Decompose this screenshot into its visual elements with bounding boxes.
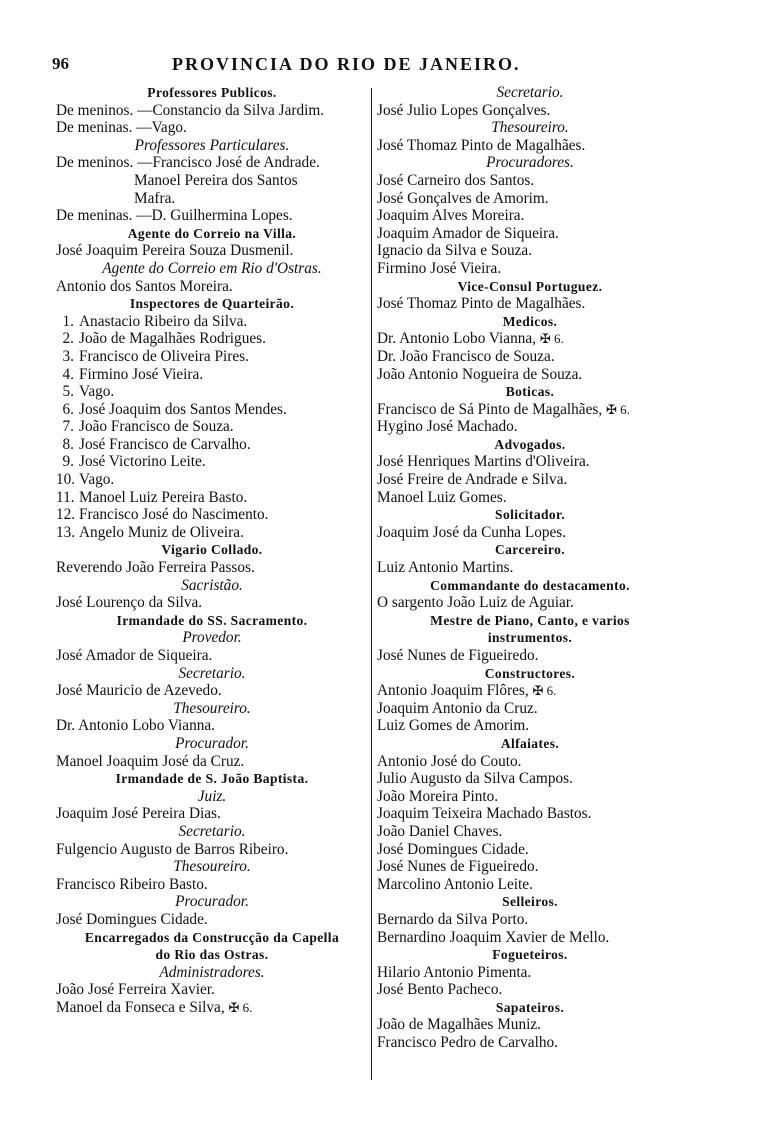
entry-number: 8. bbox=[62, 435, 74, 453]
entry: Joaquim Amador de Siqueira. bbox=[377, 224, 559, 242]
order-cross-mark: ✠ 6. bbox=[539, 331, 564, 347]
entry: José Nunes de Figueiredo. bbox=[377, 647, 539, 664]
numbered-entry bbox=[56, 348, 368, 366]
section-heading: Advogados. bbox=[494, 436, 566, 452]
entry-name: José Joaquim dos Santos Mendes. bbox=[79, 400, 287, 418]
entry: José Nunes de Figueiredo. bbox=[377, 858, 539, 876]
entry bbox=[377, 682, 683, 700]
section-heading: Irmandade de S. João Baptista. bbox=[115, 771, 309, 787]
entry-number: 9. bbox=[62, 453, 74, 471]
section-subheading: Professores Particulares. bbox=[134, 136, 290, 154]
numbered-entry bbox=[56, 453, 368, 471]
entry: Dr. Antonio Lobo Vianna. bbox=[56, 717, 215, 735]
procuradores-list bbox=[377, 172, 683, 278]
entry: Francisco Pedro de Carvalho. bbox=[377, 1034, 558, 1052]
section-heading: instrumentos. bbox=[487, 630, 573, 646]
section-heading: Encarregados da Construcção da Capella bbox=[84, 929, 340, 945]
entry: Ignacio da Silva e Souza. bbox=[377, 242, 533, 260]
entry-number: 13. bbox=[56, 523, 76, 541]
numbered-entry bbox=[56, 471, 368, 489]
role-label: Secretario. bbox=[178, 822, 246, 840]
entry: Joaquim Teixeira Machado Bastos. bbox=[377, 805, 592, 823]
numbered-entry bbox=[56, 506, 368, 524]
numbered-entry bbox=[56, 524, 368, 542]
entry: De meninos. —Constancio da Silva Jardim. bbox=[56, 101, 325, 119]
entry: Manoel Joaquim José da Cruz. bbox=[56, 752, 245, 770]
entry: João de Magalhães Muniz. bbox=[377, 1016, 541, 1034]
entry-name: Francisco José do Nascimento. bbox=[79, 506, 269, 524]
section-heading: Commandante do destacamento. bbox=[430, 577, 630, 593]
role-label: Secretario. bbox=[178, 664, 246, 682]
role-label: Procurador. bbox=[175, 734, 249, 752]
selleiros-list bbox=[377, 911, 683, 946]
role-label: Thesoureiro. bbox=[491, 119, 569, 137]
entry: João Antonio Nogueira de Souza. bbox=[377, 365, 583, 383]
entry bbox=[56, 999, 368, 1017]
numbered-entry bbox=[56, 366, 368, 384]
entry: João José Ferreira Xavier. bbox=[56, 981, 215, 999]
advogados-list bbox=[377, 453, 683, 506]
entry-name: Manoel da Fonseca e Silva, bbox=[56, 998, 225, 1016]
entry: Luiz Gomes de Amorim. bbox=[377, 717, 530, 735]
order-cross-mark: ✠ 6. bbox=[228, 999, 253, 1015]
role-label: Procuradores. bbox=[486, 154, 574, 172]
section-heading: do Rio das Ostras. bbox=[155, 947, 269, 963]
section-subheading: Sacristão. bbox=[181, 576, 243, 594]
entry-name: Francisco de Sá Pinto de Magalhães, bbox=[377, 400, 603, 418]
section-heading: Inspectores de Quarteirão. bbox=[129, 296, 295, 312]
section-heading: Vice-Consul Portuguez. bbox=[457, 278, 603, 294]
section-heading: Solicitador. bbox=[495, 507, 565, 523]
page-header bbox=[52, 54, 752, 80]
section-heading: Sapateiros. bbox=[495, 999, 565, 1015]
numbered-entry bbox=[56, 401, 368, 419]
right-column bbox=[377, 84, 683, 1052]
section-heading: Selleiros. bbox=[502, 894, 558, 910]
role-label: Secretario. bbox=[496, 84, 564, 101]
entry-name: Manoel Luiz Pereira Basto. bbox=[79, 488, 248, 506]
entry: Hygino José Machado. bbox=[377, 418, 518, 436]
entry-name: João de Magalhães Rodrigues. bbox=[79, 330, 266, 348]
role-label: Procurador. bbox=[175, 893, 249, 911]
role-label: Thesoureiro. bbox=[173, 858, 251, 876]
entry: Firmino José Vieira. bbox=[377, 259, 502, 277]
alfaiates-list bbox=[377, 753, 683, 894]
entry-number: 7. bbox=[62, 418, 74, 436]
fogueteiros-list bbox=[377, 964, 683, 999]
entry: Joaquim José da Cunha Lopes. bbox=[377, 523, 567, 541]
entry: Antonio dos Santos Moreira. bbox=[56, 277, 233, 295]
numbered-entry bbox=[56, 489, 368, 507]
section-heading: Medicos. bbox=[502, 313, 558, 329]
running-title: PROVINCIA DO RIO DE JANEIRO. bbox=[172, 54, 521, 74]
entry: José Bento Pacheco. bbox=[377, 981, 503, 999]
entry: José Lourenço da Silva. bbox=[56, 594, 203, 612]
entry: Hilario Antonio Pimenta. bbox=[377, 963, 532, 981]
section-heading: Professores Publicos. bbox=[147, 85, 277, 100]
entry-name: Antonio Joaquim Flôres, bbox=[377, 682, 529, 700]
entry: José Freire de Andrade e Silva. bbox=[377, 471, 568, 489]
entry: Antonio José do Couto. bbox=[377, 752, 522, 770]
entry-number: 3. bbox=[62, 347, 74, 365]
entry: Francisco Ribeiro Basto. bbox=[56, 875, 208, 893]
entry-number: 10. bbox=[56, 471, 76, 489]
section-heading: Agente do Correio na Villa. bbox=[127, 225, 297, 241]
entry: Mafra. bbox=[134, 189, 176, 207]
section-heading: Carcereiro. bbox=[495, 542, 565, 558]
sapateiros-list bbox=[377, 1016, 683, 1051]
numbered-entry bbox=[56, 383, 368, 401]
section-heading: Constructores. bbox=[484, 665, 576, 681]
entry-name: Vago. bbox=[79, 471, 115, 489]
entry: José Thomaz Pinto de Magalhães. bbox=[377, 295, 586, 313]
entry: Joaquim Alves Moreira. bbox=[377, 207, 525, 225]
role-label: Provedor. bbox=[182, 629, 242, 647]
entry-name: José Francisco de Carvalho. bbox=[79, 435, 251, 453]
entry: Joaquim José Pereira Dias. bbox=[56, 805, 221, 823]
role-label: Thesoureiro. bbox=[173, 699, 251, 717]
entry-number: 12. bbox=[56, 506, 76, 524]
entry-number: 6. bbox=[62, 400, 74, 418]
order-cross-mark: ✠ 6. bbox=[605, 401, 630, 417]
section-heading: Mestre de Piano, Canto, e varios bbox=[430, 612, 630, 628]
entry: Marcolino Antonio Leite. bbox=[377, 875, 533, 893]
numbered-entry bbox=[56, 418, 368, 436]
entry: Joaquim Antonio da Cruz. bbox=[377, 699, 538, 717]
entry-name: José Victorino Leite. bbox=[79, 453, 206, 471]
section-heading: Alfaiates. bbox=[500, 735, 560, 751]
order-cross-mark: ✠ 6. bbox=[532, 683, 557, 699]
entry-number: 4. bbox=[62, 365, 74, 383]
numbered-entry bbox=[56, 436, 368, 454]
section-subheading: Agente do Correio em Rio d'Ostras. bbox=[102, 259, 322, 277]
role-label: Administradores. bbox=[159, 963, 265, 981]
section-heading: Boticas. bbox=[505, 384, 555, 400]
entry: José Henriques Martins d'Oliveira. bbox=[377, 453, 590, 471]
entry-name: Angelo Muniz de Oliveira. bbox=[79, 523, 244, 541]
entry-name: Anastacio Ribeiro da Silva. bbox=[79, 312, 248, 330]
numbered-entry bbox=[56, 330, 368, 348]
entry bbox=[377, 401, 683, 419]
entry-name: Dr. Antonio Lobo Vianna, bbox=[377, 330, 536, 348]
entry: Manoel Luiz Gomes. bbox=[377, 488, 507, 506]
entry: Bernardino Joaquim Xavier de Mello. bbox=[377, 928, 610, 946]
section-heading: Irmandade do SS. Sacramento. bbox=[116, 612, 308, 628]
column-divider bbox=[371, 88, 372, 1080]
entry-name: Firmino José Vieira. bbox=[79, 365, 204, 383]
entry: José Mauricio de Azevedo. bbox=[56, 682, 222, 700]
entry-name: Vago. bbox=[79, 383, 115, 401]
entry-name: Francisco de Oliveira Pires. bbox=[79, 347, 249, 365]
page-number: 96 bbox=[52, 54, 69, 73]
entry-number: 11. bbox=[56, 488, 75, 506]
entry-number: 1. bbox=[62, 312, 74, 330]
entry: João Moreira Pinto. bbox=[377, 787, 499, 805]
entry: José Domingues Cidade. bbox=[377, 840, 529, 858]
entry: José Joaquim Pereira Souza Dusmenil. bbox=[56, 242, 294, 260]
role-label: Juiz. bbox=[197, 787, 227, 805]
entry: José Gonçalves de Amorim. bbox=[377, 189, 549, 207]
entry-name: João Francisco de Souza. bbox=[79, 418, 234, 436]
entry: José Amador de Siqueira. bbox=[56, 647, 213, 664]
entry: José Thomaz Pinto de Magalhães. bbox=[377, 136, 586, 154]
entry: José Domingues Cidade. bbox=[56, 910, 208, 928]
entry: José Carneiro dos Santos. bbox=[377, 171, 535, 189]
entry: Fulgencio Augusto de Barros Ribeiro. bbox=[56, 840, 289, 858]
entry: Luiz Antonio Martins. bbox=[377, 559, 514, 577]
entry: O sargento João Luiz de Aguiar. bbox=[377, 594, 574, 612]
entry-number: 5. bbox=[62, 383, 74, 401]
entry: Dr. João Francisco de Souza. bbox=[377, 347, 555, 365]
entry: Reverendo João Ferreira Passos. bbox=[56, 559, 255, 577]
entry: Bernardo da Silva Porto. bbox=[377, 910, 529, 928]
entry: De meninas. —D. Guilhermina Lopes. bbox=[56, 207, 293, 225]
inspectores-list bbox=[56, 313, 368, 542]
entry: De meninas. —Vago. bbox=[56, 119, 187, 137]
entry: João Daniel Chaves. bbox=[377, 822, 503, 840]
entry: De meninos. —Francisco José de Andrade. bbox=[56, 154, 320, 172]
left-column bbox=[56, 84, 368, 1016]
entry: Manoel Pereira dos Santos bbox=[134, 171, 298, 189]
entry: Julio Augusto da Silva Campos. bbox=[377, 770, 573, 788]
entry bbox=[377, 330, 683, 348]
entry: José Julio Lopes Gonçalves. bbox=[377, 101, 551, 119]
section-heading: Fogueteiros. bbox=[492, 947, 568, 963]
entry-number: 2. bbox=[62, 330, 74, 348]
section-heading: Vigario Collado. bbox=[161, 542, 263, 558]
numbered-entry bbox=[56, 313, 368, 331]
